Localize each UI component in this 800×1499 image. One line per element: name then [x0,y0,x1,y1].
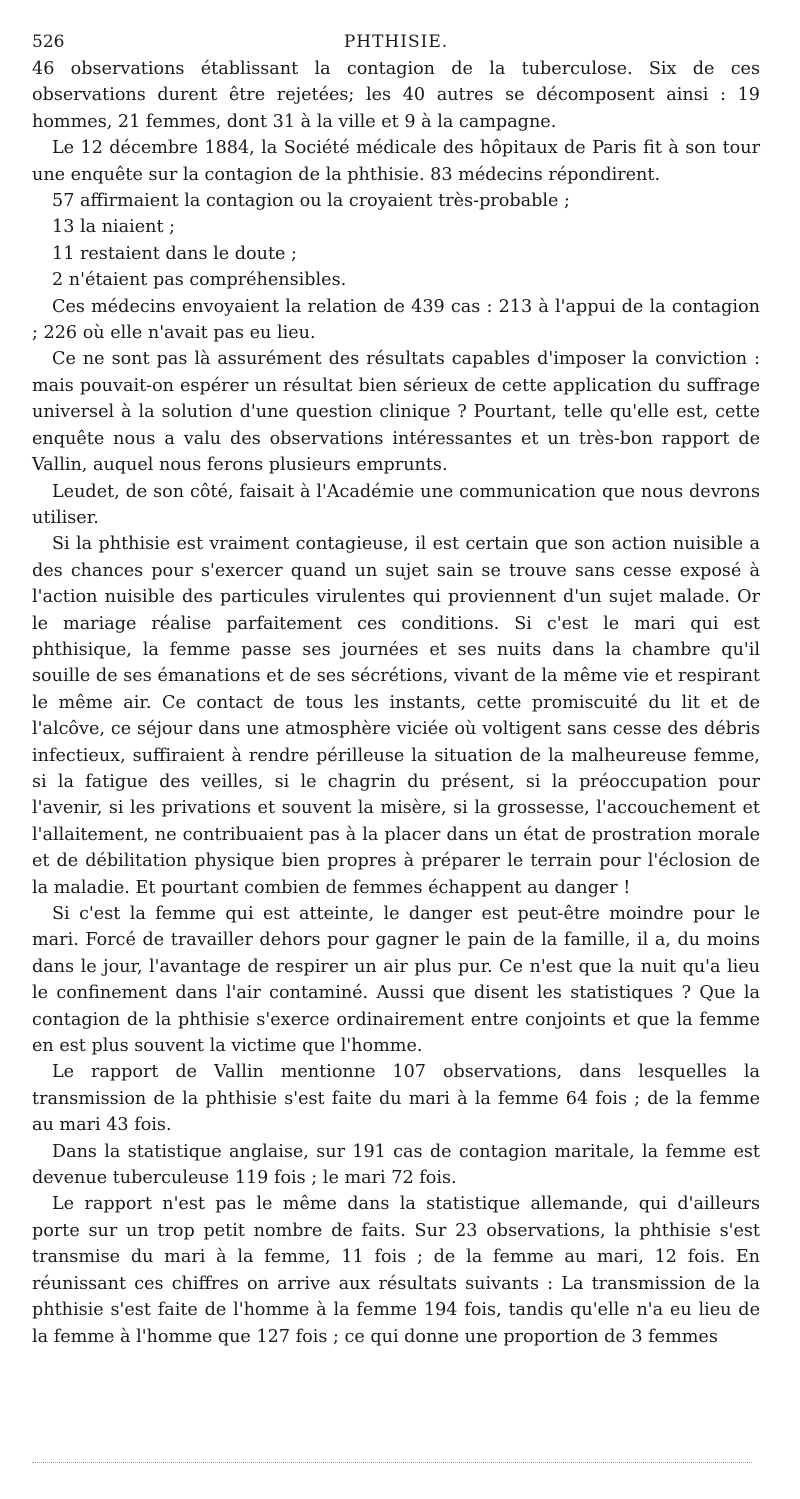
list-item: 2 n'étaient pas compréhensibles. [52,270,347,291]
book-page [32,30,760,1350]
paragraph: Si la phthisie est vraiment contagieuse, il est certain que son action nuisible a des chances pour s'exercer quand un sujet sain se trouve sans cesse exposé à l'action nuisible des particules virulentes qui proviennent d'un sujet malade. Or le mariage réalise parfaitement ces conditions. Si c'est le mari qui est phthisique, la femme passe ses journées et ses nuits dans la chambre qu'il souille de ses émanations et de ses sécrétions, vivant de la même vie et respirant le même air. Ce contact de tous les instants, cette promiscuité du lit et de l'alcôve, ce séjour dans une atmosphère viciée où voltigent sans cesse des débris infectieux, suffiraient à rendre périlleuse la situation de la malheureuse femme, si la fatigue des veilles, si le chagrin du présent, si la préoccupation pour l'avenir, si les privations et souvent la misère, si la grossesse, l'accouchement et l'allaitement, ne contribuaient pas à la placer dans un état de prostration morale et de débilitation physique bien propres à préparer le terrain pour l'éclosion de la maladie. Et pourtant combien de femmes échappent au danger ! [32,534,760,898]
list-item: 11 restaient dans le doute ; [52,243,297,264]
list-item: 13 la niaient ; [52,217,176,238]
paragraph-continued: 46 observations établissant la contagion de la tuberculose. Six de ces observations durent être rejetées; les 40 autres se décomposent ainsi : 19 hommes, 21 femmes, dont 31 à la ville et 9 à la campagne. [32,59,760,132]
paragraph: Leudet, de son côté, faisait à l'Académie une communication que nous devrons utiliser. [32,481,760,528]
footer-rule [32,1462,752,1463]
page-header [32,30,760,54]
paragraph: Le 12 décembre 1884, la Société médicale des hôpitaux de Paris fit à son tour une enquête sur la contagion de la phthisie. 83 médecins répondirent. [32,138,760,185]
paragraph: Ces médecins envoyaient la relation de 439 cas : 213 à l'appui de la contagion ; 226 où elle n'avait pas eu lieu. [32,296,760,344]
list-item: 57 affirmaient la contagion ou la croyaient très-probable ; [52,191,570,212]
body-text [32,56,760,1350]
paragraph: Le rapport de Vallin mentionne 107 observations, dans lesquelles la transmission de la phthisie s'est faite du mari à la femme 64 fois ; de la femme au mari 43 fois. [32,1062,760,1136]
page-number: 526 [32,32,65,52]
paragraph: Si c'est la femme qui est atteinte, le danger est peut-être moindre pour le mari. Forcé de travailler dehors pour gagner le pain de la famille, il a, du moins dans le jour, l'avantage de respirer un air plus pur. Ce n'est que la nuit qu'a lieu le confinement dans l'air contaminé. Aussi que disent les statistiques ? Que la contagion de la phthisie s'exerce ordinairement entre conjoints et que la femme en est plus souvent la victime que l'homme. [32,904,760,1057]
paragraph: Le rapport n'est pas le même dans la statistique allemande, qui d'ailleurs porte sur un trop petit nombre de faits. Sur 23 observations, la phthisie s'est transmise du mari à la femme, 11 fois ; de la femme au mari, 12 fois. En réunissant ces chiffres on arrive aux résultats suivants : La transmission de la phthisie s'est faite de l'homme à la femme 194 fois, tandis qu'elle n'a eu lieu de la femme à l'homme que 127 fois ; ce qui donne une proportion de 3 femmes [32,1194,760,1347]
paragraph: Ce ne sont pas là assurément des résultats capables d'imposer la conviction : mais pouvait-on espérer un résultat bien sérieux de cette application du suffrage universel à la solution d'une question clinique ? Pourtant, telle qu'elle est, cette enquête nous a valu des observations intéressantes et un très-bon rapport de Vallin, auquel nous ferons plusieurs emprunts. [32,349,760,476]
running-title: PHTHISIE. [343,32,449,52]
paragraph: Dans la statistique anglaise, sur 191 cas de contagion maritale, la femme est devenue tuberculeuse 119 fois ; le mari 72 fois. [32,1141,760,1189]
